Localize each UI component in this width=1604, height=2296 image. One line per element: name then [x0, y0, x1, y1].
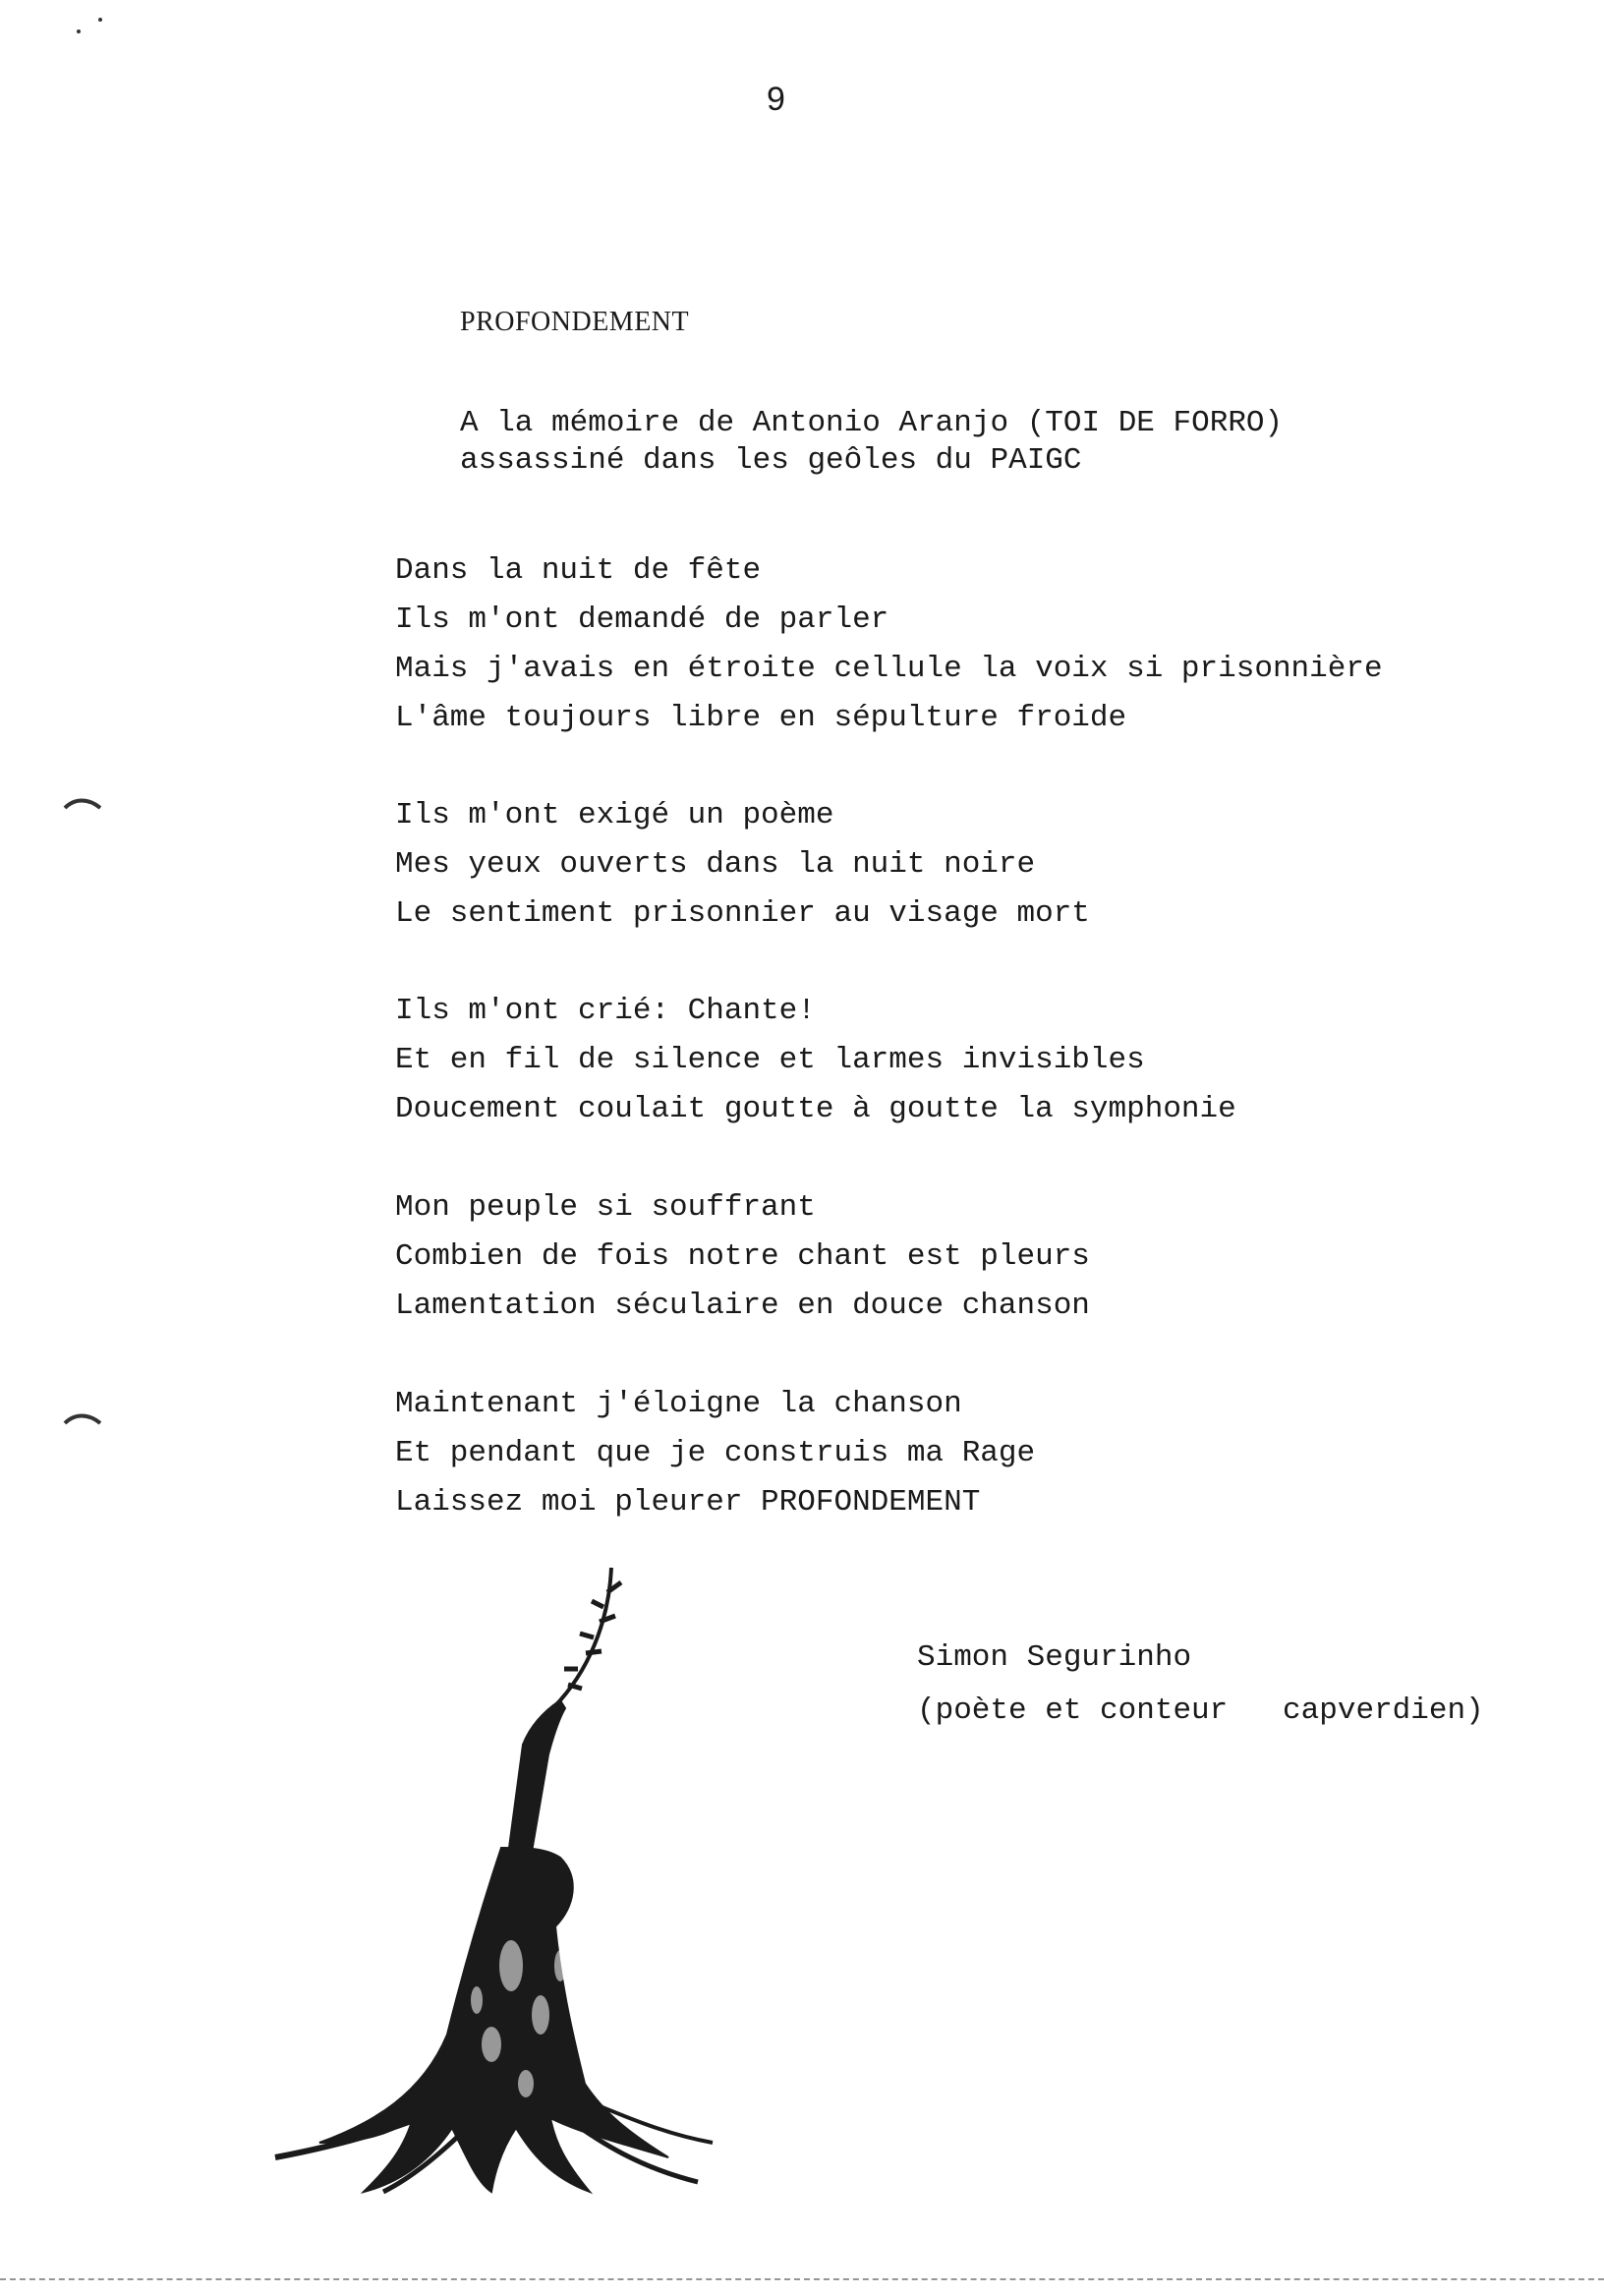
stanza [395, 546, 1383, 743]
verse-line: L'âme toujours libre en sépulture froide [395, 701, 1127, 735]
verse-line: Maintenant j'éloigne la chanson [395, 1387, 962, 1421]
dedication-line: assassiné dans les geôles du PAIGC [460, 443, 1082, 478]
verse-line: Ils m'ont demandé de parler [395, 603, 889, 637]
verse-line: Lamentation séculaire en douce chanson [395, 1289, 1090, 1323]
verse-line: Doucement coulait goutte à goutte la symphonie [395, 1092, 1236, 1126]
verse-line: Combien de fois notre chant est pleurs [395, 1239, 1090, 1274]
page-number: 9 [767, 81, 785, 118]
dedication-line: A la mémoire de Antonio Aranjo (TOI DE FORRO) [460, 406, 1284, 440]
stanza [395, 987, 1236, 1134]
poem-title: PROFONDEMENT [460, 307, 690, 337]
footer-line [0, 2278, 1604, 2282]
scan-mark [71, 12, 110, 41]
author-name: Simon Segurinho [917, 1640, 1192, 1675]
verse-line: Et en fil de silence et larmes invisibles [395, 1043, 1145, 1077]
verse-line: Laissez moi pleurer PROFONDEMENT [395, 1485, 981, 1520]
verse-line: Ils m'ont exigé un poème [395, 798, 834, 832]
stanza [395, 1380, 1035, 1527]
verse-line: Mais j'avais en étroite cellule la voix si prisonnière [395, 652, 1383, 686]
verse-line: Ils m'ont crié: Chante! [395, 994, 816, 1028]
verse-line: Mon peuple si souffrant [395, 1190, 816, 1225]
verse-line: Et pendant que je construis ma Rage [395, 1436, 1036, 1470]
stanza [395, 1183, 1090, 1331]
stanza [395, 791, 1090, 939]
scan-mark [63, 1411, 102, 1427]
author-role: (poète et conteur capverdien) [917, 1693, 1484, 1728]
dedication [460, 405, 1283, 480]
tree-trunk-with-arm-holding-branch-icon [265, 1553, 727, 2202]
verse-line: Dans la nuit de fête [395, 553, 762, 588]
verse-line: Le sentiment prisonnier au visage mort [395, 896, 1090, 931]
signature [917, 1632, 1484, 1738]
verse-line: Mes yeux ouverts dans la nuit noire [395, 847, 1036, 882]
scan-mark [63, 796, 102, 812]
